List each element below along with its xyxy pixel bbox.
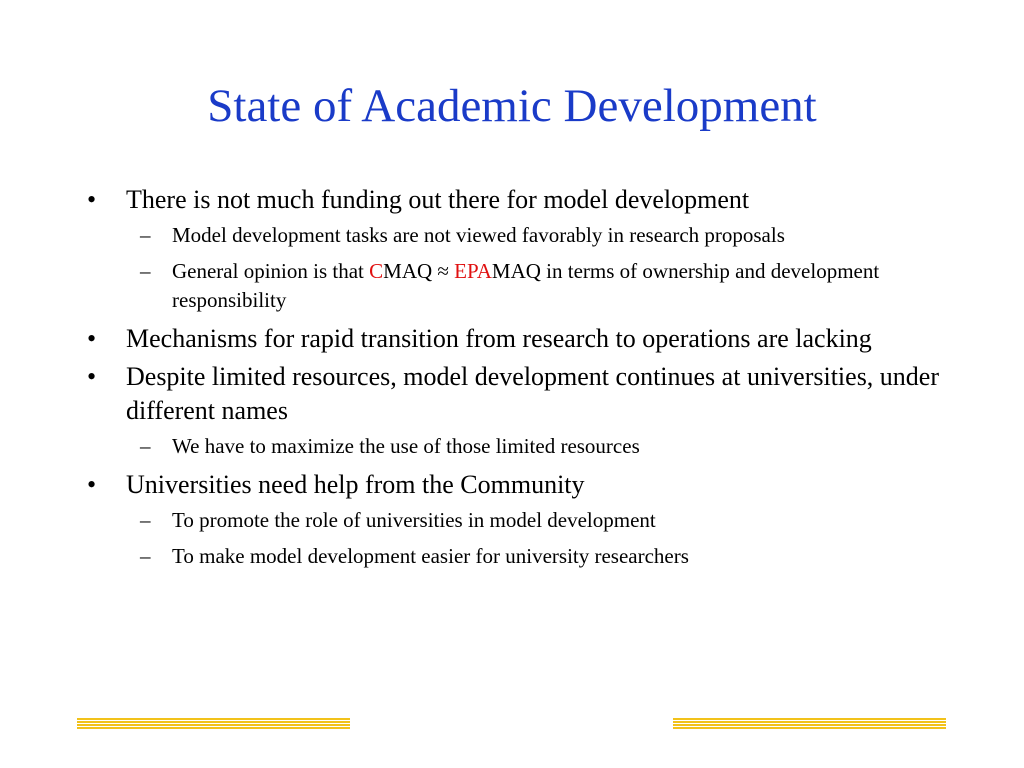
bullet-item	[80, 183, 950, 217]
highlight-epa: EPA	[454, 259, 492, 283]
sub-bullet-item	[80, 432, 950, 461]
dash-icon: –	[140, 223, 151, 247]
bullet-item	[80, 468, 950, 502]
sub-bullet-item	[80, 506, 950, 535]
bullet-icon: •	[87, 185, 97, 214]
bullet-item	[80, 322, 950, 356]
sub-bullet-text: We have to maximize the use of those limited resources	[172, 434, 640, 458]
sub-bullet-item	[80, 221, 950, 250]
footer-rule-left	[77, 718, 350, 730]
sub-bullet-item	[80, 257, 950, 315]
sub-bullet-text	[172, 259, 879, 312]
sub-bullet-item	[80, 542, 950, 571]
bullet-text: Despite limited resources, model development continues at universities, under different names	[126, 362, 940, 425]
slide-title: State of Academic Development	[207, 80, 817, 132]
dash-icon: –	[140, 259, 151, 283]
dash-icon: –	[140, 508, 151, 532]
text-segment: MAQ ≈	[383, 259, 455, 283]
bullet-icon: •	[87, 362, 97, 391]
bullet-icon: •	[87, 324, 97, 353]
bullet-text: There is not much funding out there for model development	[126, 185, 750, 214]
sub-bullet-text: Model development tasks are not viewed favorably in research proposals	[172, 223, 785, 247]
footer-rule-right	[673, 718, 946, 730]
text-segment: MAQ in terms of ownership and development responsibility	[172, 259, 880, 312]
bullet-text: Mechanisms for rapid transition from research to operations are lacking	[126, 324, 872, 353]
sub-bullet-text: To promote the role of universities in model development	[172, 508, 656, 532]
dash-icon: –	[140, 544, 151, 568]
sub-bullet-text: To make model development easier for university researchers	[172, 544, 689, 568]
text-segment: General opinion is that	[172, 259, 370, 283]
highlight-c: C	[369, 259, 384, 283]
bullet-icon: •	[87, 470, 97, 499]
bullet-text: Universities need help from the Community	[126, 470, 585, 499]
dash-icon: –	[140, 434, 151, 458]
bullet-item	[80, 360, 950, 428]
slide-body	[80, 183, 950, 578]
